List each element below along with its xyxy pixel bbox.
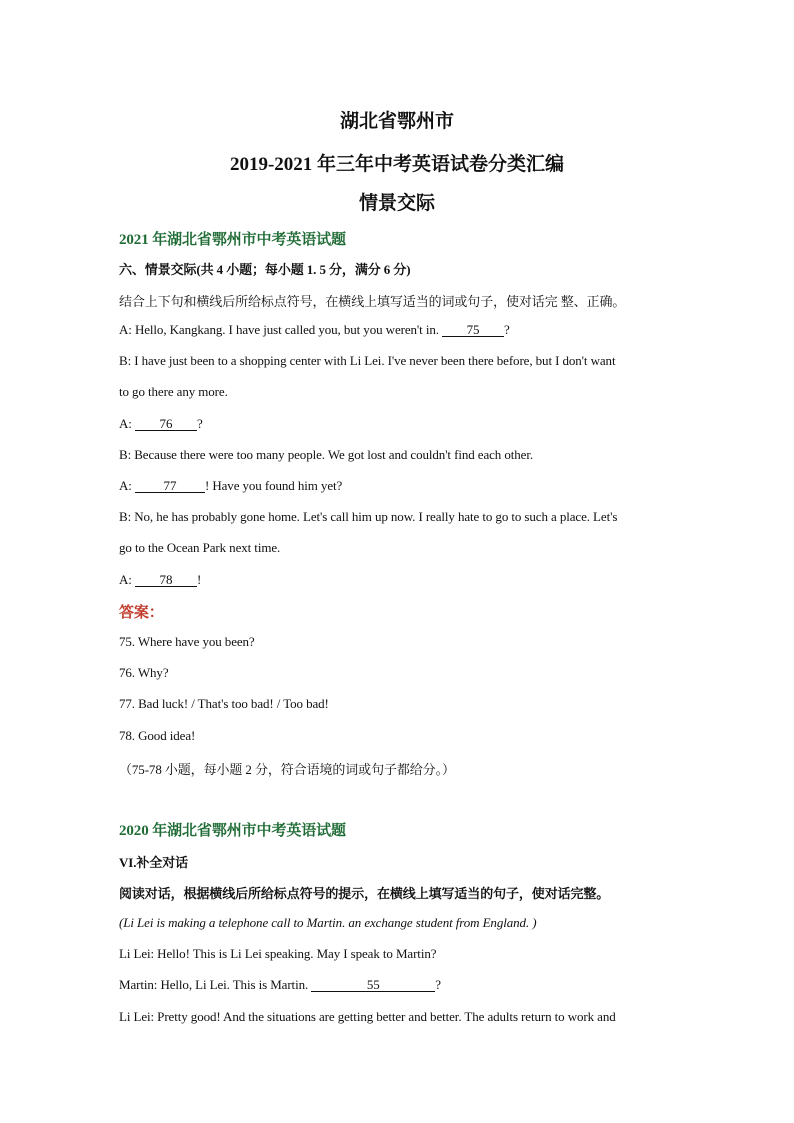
dialogue-punct: ! — [196, 572, 202, 587]
dialogue-line: B: Because there were too many people. We got lost and couldn't find each other. — [119, 447, 533, 462]
dialogue-line — [119, 416, 203, 432]
answer-blank[interactable]: 77 — [135, 479, 205, 493]
answer-blank[interactable]: 55 — [311, 978, 435, 992]
dialogue-line: B: No, he has probably gone home. Let's call him up now. I really hate to go to such a place. Let's — [119, 509, 618, 524]
section-2021-part: 六、情景交际(共 4 小题；每小题 1. 5 分，满分 6 分) — [119, 262, 411, 277]
title-collection: 2019-2021 年三年中考英语试卷分类汇编 — [229, 154, 565, 175]
answer-blank[interactable]: 76 — [135, 417, 197, 431]
answer-label: 答案： — [119, 605, 164, 621]
answer-item: 77. Bad luck! / That's too bad! / Too bad! — [119, 696, 329, 711]
section-2021-heading: 2021 年湖北省鄂州市中考英语试题 — [119, 232, 346, 248]
dialogue-line: Li Lei: Hello! This is Li Lei speaking. May I speak to Martin? — [119, 946, 437, 961]
dialogue-text: ! Have you found him yet? — [204, 478, 343, 493]
dialogue-line: go to the Ocean Park next time. — [119, 540, 281, 555]
scoring-note: （75-78 小题，每小题 2 分，符合语境的词或句子都给分。） — [119, 762, 455, 777]
answer-blank[interactable]: 75 — [442, 323, 504, 337]
section-2020-part: VI.补全对话 — [119, 855, 188, 870]
section-2020-context: (Li Lei is making a telephone call to Martin. an exchange student from England. ) — [119, 915, 537, 930]
dialogue-text: A: — [119, 572, 135, 587]
section-2021-instruction: 结合上下句和横线后所给标点符号，在横线上填写适当的词或句子，使对话完 整、正确。 — [119, 294, 626, 309]
answer-item: 75. Where have you been? — [119, 634, 255, 649]
dialogue-line — [119, 478, 342, 494]
dialogue-punct: ? — [196, 416, 203, 431]
section-2020-instruction: 阅读对话，根据横线后所给标点符号的提示，在横线上填写适当的句子，使对话完整。 — [119, 886, 610, 901]
title-topic: 情景交际 — [358, 193, 435, 214]
dialogue-line: to go there any more. — [119, 384, 228, 399]
dialogue-line: B: I have just been to a shopping center with Li Lei. I've never been there before, but I don't want — [119, 353, 616, 368]
title-city: 湖北省鄂州市 — [339, 111, 454, 132]
dialogue-punct: ? — [504, 322, 510, 337]
answer-item: 76. Why? — [119, 665, 169, 680]
dialogue-line — [119, 572, 201, 588]
dialogue-text: A: — [119, 478, 135, 493]
dialogue-line — [119, 977, 441, 993]
dialogue-text: A: Hello, Kangkang. I have just called you, but you weren't in. — [119, 322, 443, 337]
dialogue-line — [119, 322, 510, 338]
answer-item: 78. Good idea! — [119, 728, 196, 743]
dialogue-text: Martin: Hello, Li Lei. This is Martin. — [119, 977, 312, 992]
dialogue-line: Li Lei: Pretty good! And the situations are getting better and better. The adults return to work and — [119, 1009, 616, 1024]
answer-blank[interactable]: 78 — [135, 573, 197, 587]
dialogue-text: A: — [119, 416, 135, 431]
dialogue-punct: ? — [435, 977, 441, 992]
section-2020-heading: 2020 年湖北省鄂州市中考英语试题 — [119, 823, 346, 839]
